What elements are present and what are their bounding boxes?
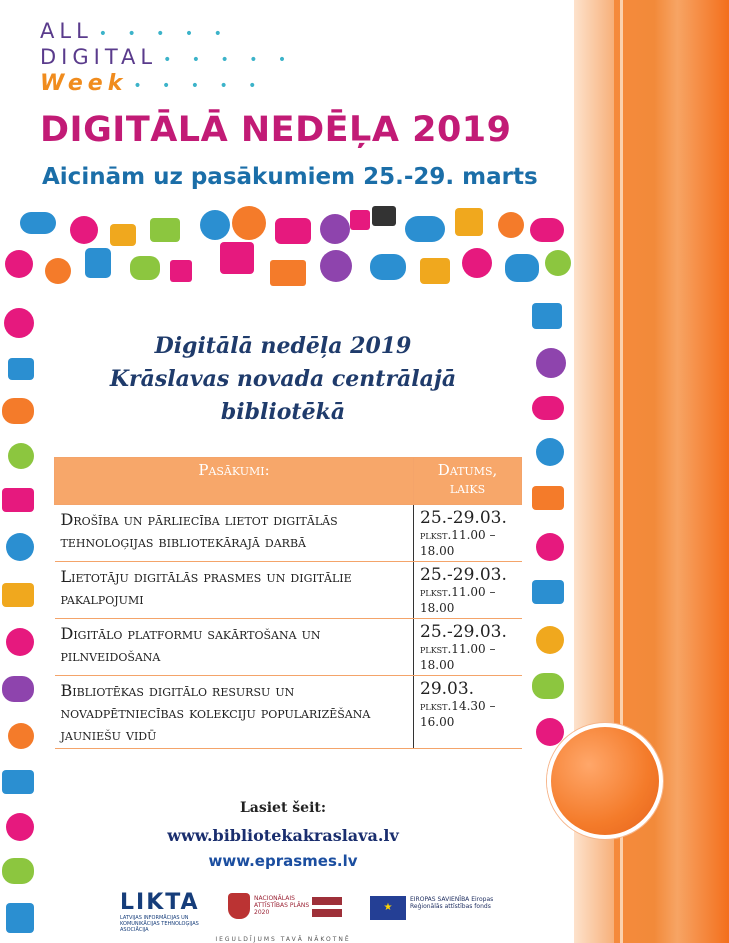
cloud-icon bbox=[2, 858, 34, 884]
user-icon bbox=[8, 443, 34, 469]
chat-bubble-icon bbox=[20, 212, 56, 234]
heart-icon bbox=[6, 813, 34, 841]
laptop-icon bbox=[2, 770, 34, 794]
eprasmes-link[interactable]: www.eprasmes.lv bbox=[208, 852, 358, 870]
event-card bbox=[40, 300, 526, 943]
folder-icon bbox=[110, 224, 136, 246]
message-icon bbox=[150, 218, 180, 242]
star-icon bbox=[350, 210, 370, 230]
chat-bubble-icon bbox=[532, 396, 564, 420]
mail-icon bbox=[532, 486, 564, 510]
event-datetime bbox=[414, 676, 522, 749]
cloud-icon bbox=[505, 254, 539, 282]
user-icon bbox=[320, 250, 352, 282]
card-title bbox=[40, 330, 526, 429]
table-row bbox=[55, 676, 522, 749]
music-icon bbox=[8, 723, 34, 749]
event-title: Lietotāju digitālās prasmes un digitālie pakalpojumi bbox=[55, 562, 414, 619]
nap-logo bbox=[228, 893, 358, 929]
coat-of-arms-icon bbox=[228, 893, 250, 919]
latvian-flag-icon bbox=[312, 897, 342, 917]
tablet-icon bbox=[6, 903, 34, 933]
close-icon bbox=[45, 258, 71, 284]
event-date: 29.03. bbox=[420, 679, 475, 699]
at-icon bbox=[536, 438, 564, 466]
event-date: 25.-29.03. bbox=[420, 508, 507, 528]
event-title: Bibliotēkas digitālo resursu un novadpētniecības kolekciju popularizēšana jauniešu vidū bbox=[55, 676, 414, 749]
phone-icon bbox=[85, 248, 111, 278]
speech-icon bbox=[275, 218, 311, 244]
music-icon bbox=[170, 260, 192, 282]
laptop-icon bbox=[8, 358, 34, 380]
column-header-date: Datums, laiks bbox=[414, 458, 522, 505]
page-subtitle: Aicinām uz pasākumiem 25.-29. marts bbox=[42, 164, 538, 190]
cloud-icon bbox=[130, 256, 160, 280]
settings-icon bbox=[545, 250, 571, 276]
calendar-icon bbox=[220, 242, 254, 274]
event-title: Drošība un pārliecība lietot digitālās tehnoloģijas bibliotekārajā darbā bbox=[55, 505, 414, 562]
camera-icon bbox=[6, 628, 34, 656]
music-icon bbox=[498, 212, 524, 238]
heart-icon bbox=[530, 218, 564, 242]
event-date: 25.-29.03. bbox=[420, 565, 507, 585]
table-row bbox=[55, 619, 522, 676]
phone-icon bbox=[372, 206, 396, 226]
heart-icon bbox=[462, 248, 492, 278]
camera-icon bbox=[536, 718, 564, 746]
card-title-line: Krāslavas novada centrālajā bbox=[109, 366, 457, 392]
event-time: plkst.11.00 – 18.00 bbox=[420, 642, 496, 672]
chart-icon bbox=[536, 626, 564, 654]
globe-icon bbox=[536, 348, 566, 378]
likta-logo bbox=[120, 890, 210, 933]
library-website-link[interactable]: www.bibliotekakraslava.lv bbox=[167, 826, 399, 845]
eu-logo bbox=[370, 896, 510, 926]
mail-icon bbox=[2, 488, 34, 512]
table-row bbox=[55, 562, 522, 619]
chat-bubble-icon bbox=[2, 676, 34, 702]
read-here-label: Lasiet šeit: bbox=[239, 800, 327, 816]
events-table bbox=[54, 457, 522, 749]
event-title: Digitālo platformu sakārtošana un pilnveidošana bbox=[55, 619, 414, 676]
logo-text-week: Week bbox=[40, 71, 128, 96]
heart-icon bbox=[4, 308, 34, 338]
eu-flag-icon: ★ bbox=[370, 896, 406, 920]
user-icon bbox=[200, 210, 230, 240]
globe-icon bbox=[6, 533, 34, 561]
camera-icon bbox=[5, 250, 33, 278]
heart-icon bbox=[536, 533, 564, 561]
chart-icon bbox=[532, 303, 562, 329]
pin-icon bbox=[320, 214, 350, 244]
likta-wordmark: LIKTA bbox=[120, 890, 200, 915]
event-datetime bbox=[414, 619, 522, 676]
event-date: 25.-29.03. bbox=[420, 622, 507, 642]
folder-icon bbox=[420, 258, 450, 284]
nap-text: NACIONĀLAIS ATTĪSTĪBAS PLĀNS 2020 bbox=[254, 895, 310, 916]
table-row bbox=[55, 505, 522, 562]
investment-slogan: IEGULDĪJUMS TAVĀ NĀKOTNĒ bbox=[215, 936, 351, 943]
heart-icon bbox=[70, 216, 98, 244]
event-datetime bbox=[414, 505, 522, 562]
page-title: DIGITĀLĀ NEDĒĻA 2019 bbox=[40, 110, 512, 150]
logo-text-all: ALL bbox=[40, 19, 93, 43]
chat-bubble-icon bbox=[405, 216, 445, 242]
card-title-line: Digitālā nedēļa 2019 bbox=[154, 333, 412, 359]
chat-bubble-icon bbox=[2, 398, 34, 424]
event-time: plkst.14.30 – 16.00 bbox=[420, 699, 496, 729]
likta-subtitle: LATVIJAS INFORMĀCIJAS UN KOMUNIKĀCIJAS TEHNOLOĢIJAS ASOCIĀCIJA bbox=[120, 915, 199, 933]
logo-dots: • • • • • bbox=[98, 26, 230, 42]
eu-text: EIROPAS SAVIENĪBA Eiropas Reģionālās attīstības fonds bbox=[410, 896, 494, 910]
table-header-row bbox=[55, 458, 522, 505]
chat-bubble-icon bbox=[370, 254, 406, 280]
event-time: plkst.11.00 – 18.00 bbox=[420, 585, 496, 615]
folder-icon bbox=[2, 583, 34, 607]
event-datetime bbox=[414, 562, 522, 619]
camera-icon bbox=[232, 206, 266, 240]
column-header-events: Pasākumi: bbox=[55, 458, 414, 505]
logo-dots: • • • • • bbox=[163, 52, 295, 68]
laptop-icon bbox=[532, 580, 564, 604]
event-time: plkst.11.00 – 18.00 bbox=[420, 528, 496, 558]
logo-text-digital: DIGITAL bbox=[40, 45, 158, 69]
all-digital-week-logo bbox=[40, 18, 294, 96]
cloud-icon bbox=[532, 673, 564, 699]
tablet-icon bbox=[455, 208, 483, 236]
card-title-line: bibliotēkā bbox=[220, 399, 346, 425]
mail-icon bbox=[270, 260, 306, 286]
logo-dots: • • • • • bbox=[133, 78, 265, 94]
